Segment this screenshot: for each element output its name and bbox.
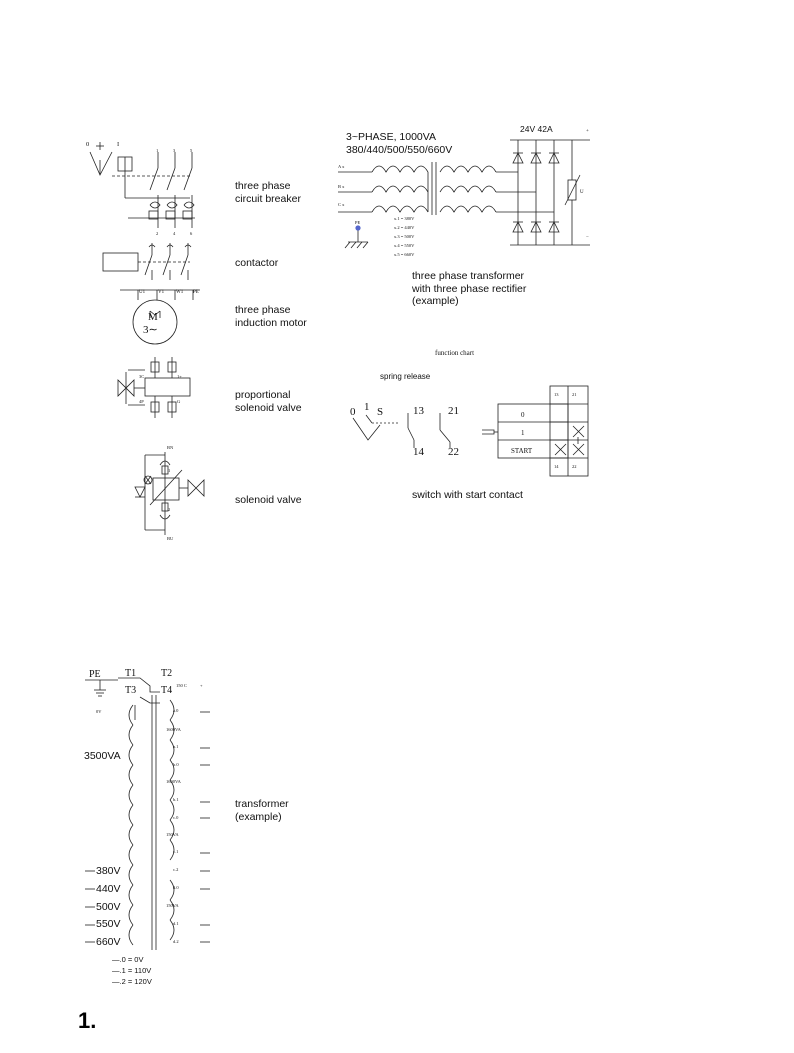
sec-b-power: 1600VA [166,779,181,784]
label-circuit-breaker: three phase circuit breaker [235,180,301,205]
label-induction-motor: three phase induction motor [235,304,307,329]
sec-a1: a.1 [173,744,179,749]
spring-release-label: spring release [380,372,431,381]
transformer-plus: + [200,683,203,688]
solenoid-valve-symbol [135,452,204,535]
switch-one: 1 [364,401,370,413]
primary-380v: 380V [96,865,121,877]
label-switch: switch with start contact [412,489,523,501]
sec-c2: c.2 [173,867,179,872]
tap-3: x.3 = 500V [394,234,415,239]
primary-500v: 500V [96,901,121,913]
primary-550v: 550V [96,918,121,930]
proportional-valve-symbol [118,357,190,418]
breaker-terminal-2: 2 [156,231,159,236]
prop-valve-terminal-g: G [177,399,181,404]
transformer-t1: T1 [125,668,137,679]
circuit-breaker-symbol [90,142,195,228]
tap-5: x.5 = 660V [394,252,415,257]
motor-phase: 3∼ [143,324,158,336]
sec-c1: c.1 [173,849,179,854]
transformer-t3: T3 [125,685,137,696]
sec-a0: a.0 [173,708,179,713]
sec-d0: d.0 [173,885,179,890]
rectifier-title-2: 380/440/500/550/660V [346,144,453,156]
chart-col-22: 22 [572,464,577,469]
transformer-t2: T2 [161,668,173,679]
motor-terminal-pe: PE [193,290,199,295]
legend-0v: —.0 = 0V [112,955,144,964]
sec-b0: b.0 [173,762,179,767]
tap-1: x.1 = 380V [394,216,415,221]
label-contactor: contactor [235,257,279,269]
motor-letter: M [148,311,158,323]
breaker-label-0: 0 [86,141,90,148]
primary-440v: 440V [96,883,121,895]
transformer-t4: T4 [161,685,173,696]
legend-120v: —.2 = 120V [112,977,152,986]
breaker-terminal-3: 3 [173,148,176,153]
chart-row-1: 1 [521,429,525,437]
contact-22: 22 [448,446,459,458]
prop-valve-terminal-1plus: 1+ [177,374,182,379]
phase-a-label: A x [338,164,345,169]
chart-row-0: 0 [521,411,525,419]
label-transformer: transformer (example) [235,798,289,823]
breaker-terminal-5: 5 [190,148,193,153]
transformer-0v: 0V [96,709,102,714]
motor-terminal-w1: W1 [176,290,184,295]
transformer-rectifier-symbol [338,140,590,248]
function-chart-label: function chart [435,349,475,357]
motor-symbol [120,290,200,344]
chart-col-14: 14 [554,464,559,469]
breaker-terminal-4: 4 [173,231,176,236]
sec-c-power: 150VA [166,832,179,837]
contact-13: 13 [413,405,424,417]
rectifier-title-1: 3~PHASE, 1000VA [346,131,436,143]
label-solenoid-valve: solenoid valve [235,494,302,506]
transformer-power: 3500VA [84,750,121,762]
sec-a-power: 1600VA [166,727,181,732]
transformer-temp: 150 C [176,683,187,688]
rectifier-output: 24V 42A [520,124,553,134]
chart-row-start: START [511,447,533,455]
tap-4: x.4 = 550V [394,243,415,248]
contactor-symbol [103,243,191,280]
contact-14: 14 [413,446,424,458]
sol-valve-terminal-bu: BU [167,536,174,541]
phase-b-label: B x [338,184,345,189]
rectifier-minus: − [586,235,589,240]
breaker-label-1: I [117,141,120,148]
prop-valve-terminal-4p: 4P [139,399,144,404]
sol-valve-terminal-bn: BN [167,445,174,450]
switch-s: S [377,406,384,418]
sec-c0: c.0 [173,815,179,820]
rectifier-u: U [580,190,584,195]
transformer-pe: PE [89,669,101,680]
sec-d2: d.2 [173,939,179,944]
sec-d1: d.1 [173,921,179,926]
sec-d-power: 150VA [166,903,179,908]
contact-21: 21 [448,405,459,417]
motor-terminal-u1: U1 [139,290,146,295]
chart-col-13: 13 [554,392,559,397]
phase-c-label: C x [338,202,345,207]
page-number: 1. [78,1008,97,1033]
label-transformer-rectifier: three phase transformer with three phase rectifier (example) [412,270,527,307]
rectifier-pe-label: PE [355,220,361,225]
breaker-terminal-1: 1 [156,148,159,153]
rectifier-plus: + [586,129,589,134]
primary-660v: 660V [96,936,121,948]
motor-terminal-v1: V1 [158,290,165,295]
sol-valve-terminal-1: 1 [168,468,171,473]
tap-2: x.2 = 440V [394,225,415,230]
legend-110v: —.1 = 110V [112,966,152,975]
prop-valve-terminal-3c: 3C [139,374,145,379]
switch-symbol [353,386,588,476]
switch-zero: 0 [350,406,356,418]
sec-b1: b.1 [173,797,179,802]
chart-col-21: 21 [572,392,577,397]
breaker-terminal-6: 6 [190,231,193,236]
sol-valve-terminal-2: 2 [168,507,171,512]
label-proportional-valve: proportional solenoid valve [235,389,302,414]
